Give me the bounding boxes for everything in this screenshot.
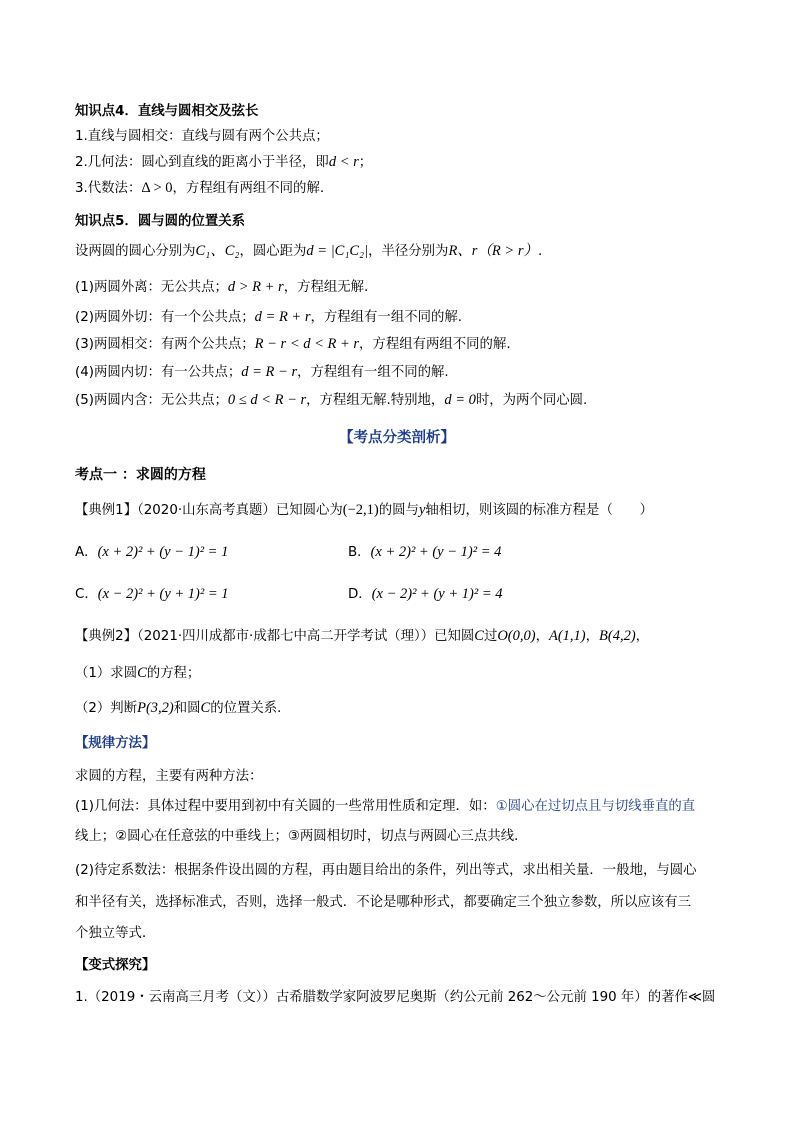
k5-title: 知识点5．圆与圆的位置关系 <box>75 214 246 229</box>
method-line-6: 个独立等式． <box>75 926 156 941</box>
k4-line-2: 2.几何法：圆心到直线的距离小于半径，即d < r； <box>75 154 373 170</box>
variant-title: 【变式探究】 <box>75 958 156 973</box>
k5-item-3: (3)两圆相交：有两个公共点；R − r < d < R + r，方程组有两组不同的解. <box>75 336 511 352</box>
ex2-q2: （2）判断P(3,2)和圆C的位置关系． <box>75 700 291 716</box>
k5-item-2: (2)两圆外切：有一个公共点；d = R + r，方程组有一组不同的解. <box>75 309 463 325</box>
k5-item-5: (5)两圆内含：无公共点；0 ≤ d < R − r，方程组无解.特别地，d = 0时，为两个同心圆. <box>75 392 588 408</box>
k5-item-1: (1)两圆外离：无公共点；d > R + r，方程组无解. <box>75 279 369 295</box>
method-line-5: 和半径有关，选择标准式，否则，选择一般式．不论是哪种形式，都要确定三个独立参数，所以应该有三 <box>75 895 691 910</box>
method-title: 【规律方法】 <box>75 736 156 751</box>
k4-line-1: 1.直线与圆相交：直线与圆有两个公共点； <box>75 129 329 144</box>
ex1-option-a: A．(x + 2)² + (y − 1)² = 1 <box>75 544 229 560</box>
ex1-question: 【典例1】（2020·山东高考真题）已知圆心为(−2,1)的圆与y轴相切，则该圆的标准方程是（ ） <box>75 502 654 518</box>
ex2-q1: （1）求圆C的方程； <box>75 665 201 681</box>
ex2-question: 【典例2】（2021·四川成都市·成都七中高二开学考试（理））已知圆C过O(0,0)，A(1,1)，B(4,2)， <box>75 628 650 644</box>
ex1-option-b: B．(x + 2)² + (y − 1)² = 4 <box>348 544 502 560</box>
method-line-4: (2)待定系数法：根据条件设出圆的方程，再由题目给出的条件，列出等式，求出相关量．一般地，与圆心 <box>75 863 697 878</box>
method-line-2: (1)几何法：具体过程中要用到初中有关圆的一些常用性质和定理．如：①圆心在过切点且与切线垂直的直 <box>75 799 696 814</box>
method-line-1: 求圆的方程，主要有两种方法： <box>75 769 263 784</box>
k5-intro: 设两圆的圆心分别为C₁、C₂，圆心距为d = |C₁C₂|，半径分别为R、r（R > r）. <box>75 243 543 259</box>
method-line-3: 线上；②圆心在任意弦的中垂线上；③两圆相切时，切点与两圆心三点共线． <box>75 829 528 844</box>
ex1-option-d: D．(x − 2)² + (y + 1)² = 4 <box>348 586 503 602</box>
ex1-option-c: C．(x − 2)² + (y + 1)² = 1 <box>75 586 229 602</box>
k4-line-3: 3.代数法：Δ > 0，方程组有两组不同的解. <box>75 180 325 196</box>
k5-item-4: (4)两圆内切：有一公共点；d = R − r，方程组有一组不同的解. <box>75 364 449 380</box>
kd1-title: 考点一 ：求圆的方程 <box>75 467 206 483</box>
section-title: 【考点分类剖析】 <box>339 430 455 446</box>
variant-line-1: 1.（2019・云南高三月考（文））古希腊数学家阿波罗尼奥斯（约公元前 262～公元前 190 年）的著作≪圆 <box>75 990 716 1005</box>
k4-title: 知识点4．直线与圆相交及弦长 <box>75 104 259 119</box>
